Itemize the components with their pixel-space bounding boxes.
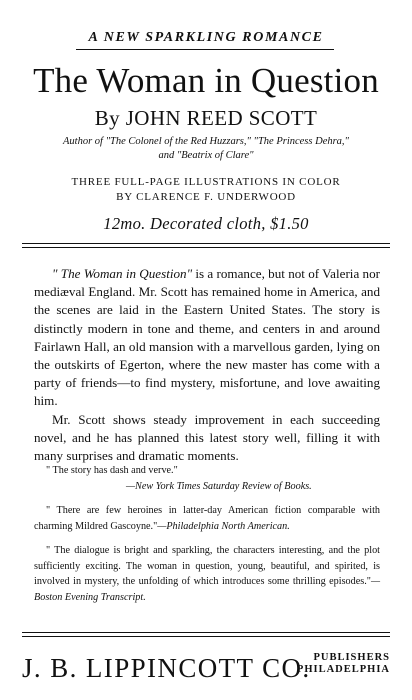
price-line: 12mo. Decorated cloth, $1.50 (103, 214, 309, 233)
quote-source: —Boston Evening Transcript. (34, 576, 380, 603)
double-rule-top (22, 243, 390, 248)
quote-source: —New York Times Saturday Review of Books. (126, 480, 312, 492)
paragraph-1-text: is a romance, but not of Valeria nor mediæval England. Mr. Scott has remained home in America, and the scenes are laid in the Eastern United States. The story is distinctly modern in tone and theme, and centers in and around Fairlawn Hall, an old mansion with a marvellous garden, lying on the outskirts of Egerton, where the new master has come with a party of friends—to find mystery, misfortune, and love awaiting him. (34, 266, 381, 409)
credits-line-1: Author of "The Colonel of the Red Huzzars," "The Princess Dehra," (63, 136, 349, 147)
quote-text: " The dialogue is bright and sparkling, the characters interesting, and the plot sufficiently exciting. The woman in question, young, beautiful, and spirited, is involved in mystery, the unfolding of which introduces some thrilling episodes." (34, 545, 380, 587)
press-quote (34, 463, 380, 494)
double-rule-bottom (22, 632, 390, 637)
quote-text: " There are few heroines in latter-day American fiction comparable with charming Mildred Gascoyne." (34, 505, 380, 532)
book-title: The Woman in Question (33, 61, 379, 100)
author-credits (10, 135, 402, 163)
illustrations-note (0, 175, 412, 205)
illustrations-line-1: THREE FULL-PAGE ILLUSTRATIONS IN COLOR (71, 176, 341, 188)
quote-source: —Philadelphia North American. (157, 520, 290, 532)
publisher-location (297, 652, 390, 676)
title-quote: " The Woman in Question" (52, 266, 193, 281)
description-paragraph-1 (34, 265, 380, 411)
quote-text: " The story has dash and verve." (46, 465, 178, 476)
kicker-underline (76, 49, 334, 50)
press-quote (34, 543, 380, 605)
kicker-heading: A NEW SPARKLING ROMANCE (88, 30, 324, 45)
description (34, 265, 380, 465)
press-quote (34, 503, 380, 534)
illustrations-line-2: BY CLARENCE F. UNDERWOOD (116, 191, 296, 203)
publisher-footer (22, 648, 390, 688)
publisher-side-line-1: PUBLISHERS (313, 652, 390, 663)
credits-line-2: and "Beatrix of Clare" (158, 150, 254, 161)
publisher-name: J. B. LIPPINCOTT CO. (22, 653, 311, 683)
press-quotes (34, 463, 380, 614)
description-paragraph-2: Mr. Scott shows steady improvement in each succeeding novel, and he has planned this latest story well, filling it with many surprises and dramatic moments. (34, 411, 380, 464)
publisher-side-line-2: PHILADELPHIA (296, 664, 390, 675)
author-byline: By JOHN REED SCOTT (94, 106, 318, 130)
